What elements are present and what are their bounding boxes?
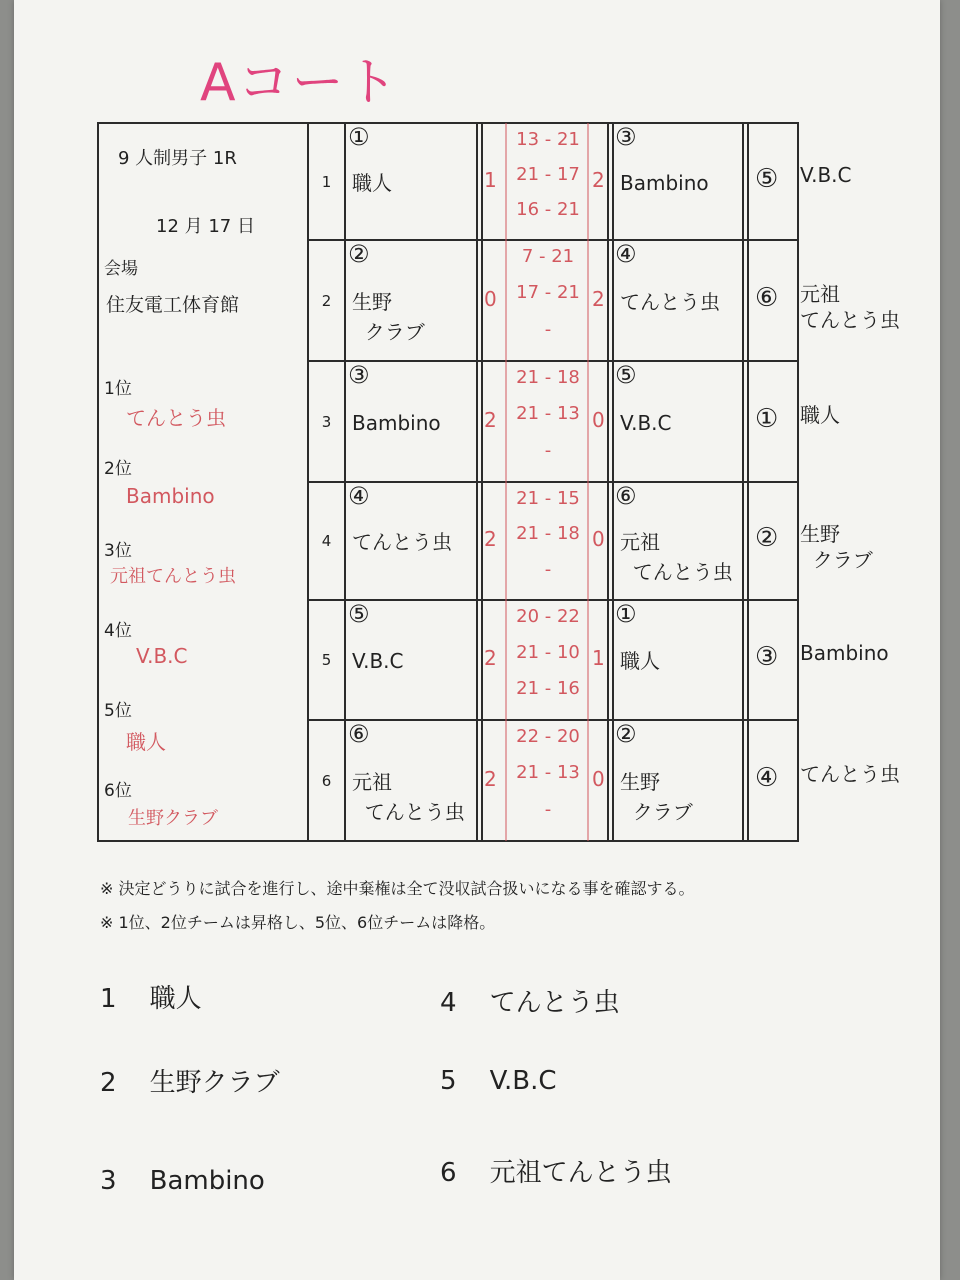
set-score: 21 - 10 bbox=[516, 642, 580, 663]
rank-team-6: 生野クラブ bbox=[128, 808, 218, 829]
referee-slot-number: ③ bbox=[755, 642, 779, 672]
referee-slot-number: ④ bbox=[755, 762, 779, 793]
home-team: 職人 bbox=[352, 170, 392, 195]
rank-label-4: 4位 bbox=[104, 621, 132, 641]
final-rank-4 bbox=[440, 982, 620, 1019]
final-rank-number: 2 bbox=[100, 1068, 117, 1098]
set-score: 21 - 13 bbox=[516, 762, 580, 784]
set-score: - bbox=[544, 558, 552, 580]
rank-team-4: V.B.C bbox=[136, 644, 188, 668]
home-sets-won: 0 bbox=[484, 286, 497, 311]
final-rank-number: 4 bbox=[440, 988, 457, 1018]
home-team: Bambino bbox=[352, 410, 441, 435]
away-slot-number: ⑤ bbox=[615, 361, 637, 389]
away-sets-won: 0 bbox=[592, 766, 605, 791]
set-score: 21 - 18 bbox=[516, 523, 580, 545]
rank-label-1: 1位 bbox=[104, 379, 132, 399]
final-rank-6 bbox=[440, 1152, 672, 1189]
final-rank-team: 生野クラブ bbox=[149, 1068, 280, 1098]
away-sets-won: 2 bbox=[592, 286, 605, 311]
court-title: Aコート bbox=[200, 53, 400, 113]
away-slot-number: ⑥ bbox=[615, 482, 637, 510]
referee-team: Bambino bbox=[800, 641, 889, 665]
home-slot-number: ⑥ bbox=[348, 720, 370, 748]
home-team: 元祖 てんとう虫 bbox=[352, 769, 465, 824]
away-sets-won: 1 bbox=[592, 646, 605, 670]
final-rank-5 bbox=[440, 1066, 557, 1096]
set-score: - bbox=[544, 318, 552, 340]
referee-team: 元祖 てんとう虫 bbox=[800, 281, 900, 332]
set-score: 20 - 22 bbox=[516, 606, 580, 627]
rank-label-5: 5位 bbox=[104, 701, 132, 721]
home-slot-number: ④ bbox=[348, 482, 370, 510]
final-rank-3 bbox=[100, 1166, 265, 1196]
rank-label-6: 6位 bbox=[104, 781, 132, 801]
venue-name: 住友電工体育館 bbox=[106, 294, 240, 316]
home-sets-won: 2 bbox=[484, 646, 497, 670]
match-number: 2 bbox=[321, 291, 332, 310]
home-team: 生野 クラブ bbox=[352, 289, 425, 344]
referee-team: てんとう虫 bbox=[800, 761, 900, 786]
home-slot-number: ③ bbox=[348, 361, 370, 389]
match-number: 1 bbox=[321, 172, 332, 191]
referee-team: V.B.C bbox=[800, 162, 852, 187]
set-score: 21 - 16 bbox=[516, 678, 580, 699]
home-slot-number: ② bbox=[348, 240, 370, 268]
rank-team-5: 職人 bbox=[126, 730, 166, 754]
away-team: 生野 クラブ bbox=[620, 769, 693, 824]
rank-label-3: 3位 bbox=[104, 541, 132, 561]
rank-label-2: 2位 bbox=[104, 459, 132, 479]
set-score: - bbox=[544, 798, 552, 820]
away-sets-won: 2 bbox=[592, 167, 605, 192]
note-2: ※ 1位、2位チームは昇格し、5位、6位チームは降格。 bbox=[100, 913, 496, 932]
set-score: 22 - 20 bbox=[516, 726, 580, 747]
final-rank-number: 5 bbox=[440, 1066, 457, 1096]
referee-team: 職人 bbox=[800, 402, 840, 427]
away-sets-won: 0 bbox=[592, 407, 605, 432]
home-sets-won: 2 bbox=[484, 407, 497, 432]
referee-slot-number: ① bbox=[755, 403, 779, 434]
set-score: - bbox=[544, 439, 552, 461]
home-team: V.B.C bbox=[352, 649, 404, 673]
referee-slot-number: ② bbox=[755, 523, 779, 553]
home-sets-won: 2 bbox=[484, 527, 497, 551]
match-number: 3 bbox=[321, 412, 332, 431]
set-score: 21 - 18 bbox=[516, 367, 580, 388]
set-score: 21 - 13 bbox=[516, 403, 580, 425]
home-team: てんとう虫 bbox=[352, 530, 452, 554]
final-rank-team: 元祖てんとう虫 bbox=[489, 1158, 672, 1188]
rank-team-1: てんとう虫 bbox=[126, 406, 226, 430]
final-rank-number: 1 bbox=[100, 984, 117, 1014]
final-rank-team: V.B.C bbox=[489, 1066, 557, 1096]
set-score: 21 - 17 bbox=[516, 164, 580, 185]
final-rank-team: てんとう虫 bbox=[489, 988, 620, 1018]
set-score: 16 - 21 bbox=[516, 199, 580, 220]
referee-slot-number: ⑤ bbox=[755, 163, 779, 194]
away-team: 職人 bbox=[620, 649, 660, 673]
away-slot-number: ③ bbox=[615, 123, 637, 151]
info-panel bbox=[98, 124, 308, 842]
away-slot-number: ② bbox=[615, 720, 637, 748]
home-slot-number: ⑤ bbox=[348, 600, 370, 628]
away-team: てんとう虫 bbox=[620, 289, 720, 314]
division-label: 9 人制男子 1R bbox=[118, 148, 237, 169]
rank-team-3: 元祖てんとう虫 bbox=[110, 566, 236, 587]
final-rank-2 bbox=[100, 1062, 280, 1099]
set-score: 21 - 15 bbox=[516, 488, 580, 509]
home-slot-number: ① bbox=[348, 123, 370, 151]
set-score: 13 - 21 bbox=[516, 129, 580, 150]
final-rank-1 bbox=[100, 978, 202, 1015]
date-label: 12 月 17 日 bbox=[156, 216, 255, 237]
final-rank-number: 6 bbox=[440, 1158, 457, 1188]
referee-slot-number: ⑥ bbox=[755, 282, 779, 313]
away-team: 元祖 てんとう虫 bbox=[620, 530, 733, 584]
away-team: Bambino bbox=[620, 170, 709, 195]
final-rank-team: Bambino bbox=[149, 1166, 265, 1196]
match-number: 6 bbox=[321, 771, 332, 790]
match-number: 5 bbox=[321, 651, 332, 669]
referee-team: 生野 クラブ bbox=[800, 522, 873, 572]
set-score: 7 - 21 bbox=[521, 246, 575, 267]
rank-team-2: Bambino bbox=[126, 484, 215, 508]
away-slot-number: ① bbox=[615, 600, 637, 628]
venue-label: 会場 bbox=[104, 259, 138, 279]
final-rank-team: 職人 bbox=[149, 984, 202, 1014]
away-slot-number: ④ bbox=[615, 240, 637, 268]
set-score: 17 - 21 bbox=[516, 282, 580, 304]
note-1: ※ 決定どうりに試合を進行し、途中棄権は全て没収試合扱いになる事を確認する。 bbox=[100, 879, 695, 898]
home-sets-won: 1 bbox=[484, 167, 497, 192]
away-sets-won: 0 bbox=[592, 527, 605, 551]
match-number: 4 bbox=[321, 532, 332, 550]
final-rank-number: 3 bbox=[100, 1166, 117, 1196]
home-sets-won: 2 bbox=[484, 766, 497, 791]
away-team: V.B.C bbox=[620, 410, 672, 435]
